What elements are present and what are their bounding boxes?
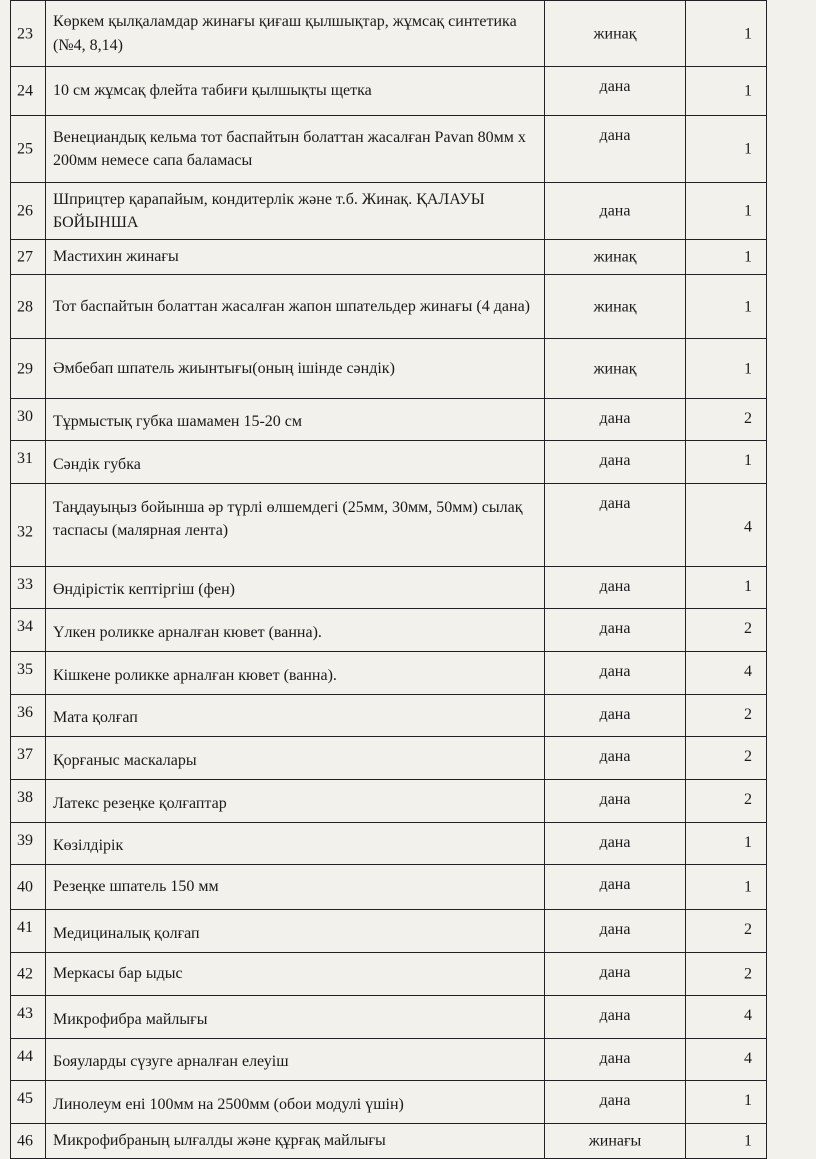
item-name: Тұрмыстық губка шамамен 15-20 см xyxy=(53,412,303,430)
item-name-cell xyxy=(46,183,545,240)
item-name: Латекс резеңке қолғаптар xyxy=(53,794,227,812)
item-name-cell xyxy=(46,399,545,441)
item-unit: дана xyxy=(599,964,631,981)
item-unit: дана xyxy=(599,1092,631,1109)
table-row xyxy=(11,780,767,823)
document-page xyxy=(10,0,762,1159)
item-name-cell xyxy=(46,823,545,865)
table-row xyxy=(11,823,767,865)
row-number: 35 xyxy=(17,661,33,678)
row-number: 32 xyxy=(17,522,33,540)
row-number: 44 xyxy=(17,1048,33,1065)
item-name-cell xyxy=(46,67,545,116)
item-unit: дана xyxy=(599,127,631,144)
item-unit: жинақ xyxy=(593,248,637,266)
item-name-cell xyxy=(46,953,545,996)
row-number-cell xyxy=(11,441,46,484)
unit-cell xyxy=(545,609,686,652)
item-quantity: 1 xyxy=(744,202,752,220)
item-quantity: 1 xyxy=(744,82,752,100)
item-name-cell xyxy=(46,116,545,183)
item-quantity: 2 xyxy=(744,965,752,983)
table-row xyxy=(11,1081,767,1124)
item-name: Әмбебап шпатель жиынтығы(оның ішінде сәндік) xyxy=(53,359,395,377)
item-quantity: 1 xyxy=(744,359,752,377)
item-name-cell xyxy=(46,339,545,399)
item-name: Венециандық кельма тот баспайтын болаттан жасалған Pavan 80мм х 200мм немесе сапа баламасы xyxy=(53,128,526,169)
quantity-cell xyxy=(686,1,767,67)
item-name-cell xyxy=(46,240,545,275)
unit-cell xyxy=(545,399,686,441)
item-quantity: 1 xyxy=(744,1092,752,1109)
quantity-cell xyxy=(686,484,767,567)
item-unit: дана xyxy=(599,495,631,512)
item-unit: дана xyxy=(599,663,631,680)
item-name: Көзілдірік xyxy=(53,836,124,854)
item-name-cell xyxy=(46,695,545,737)
item-name-cell xyxy=(46,567,545,609)
item-unit: дана xyxy=(599,452,631,469)
table-row xyxy=(11,609,767,652)
row-number-cell xyxy=(11,823,46,865)
row-number-cell xyxy=(11,1081,46,1124)
item-quantity: 1 xyxy=(744,834,752,851)
item-name-cell xyxy=(46,737,545,780)
table-row xyxy=(11,399,767,441)
item-unit: дана xyxy=(599,1050,631,1067)
item-name-cell xyxy=(46,910,545,953)
item-name-cell xyxy=(46,609,545,652)
unit-cell xyxy=(545,695,686,737)
unit-cell xyxy=(545,441,686,484)
item-name: Кішкене роликке арналған кювет (ванна). xyxy=(53,666,337,684)
quantity-cell xyxy=(686,865,767,910)
table-row xyxy=(11,441,767,484)
row-number-cell xyxy=(11,567,46,609)
item-quantity: 2 xyxy=(744,921,752,938)
table-row xyxy=(11,737,767,780)
table-row xyxy=(11,275,767,339)
row-number-cell xyxy=(11,1,46,67)
quantity-cell xyxy=(686,737,767,780)
item-unit: дана xyxy=(599,1007,631,1024)
table-row xyxy=(11,996,767,1039)
row-number: 30 xyxy=(17,408,33,425)
item-name: 10 см жұмсақ флейта табиғи қылшықты щетка xyxy=(53,82,372,100)
row-number: 24 xyxy=(17,82,33,100)
row-number: 33 xyxy=(17,576,33,593)
item-name: Шприцтер қарапайым, кондитерлік және т.б. Жинақ. ҚАЛАУЫ БОЙЫНША xyxy=(53,190,485,231)
row-number: 45 xyxy=(17,1090,33,1107)
row-number: 23 xyxy=(17,24,33,42)
item-quantity: 4 xyxy=(744,663,752,680)
quantity-cell xyxy=(686,780,767,823)
item-name-cell xyxy=(46,1124,545,1159)
quantity-cell xyxy=(686,116,767,183)
item-unit: дана xyxy=(599,748,631,765)
unit-cell xyxy=(545,67,686,116)
item-name: Қорғаныс маскалары xyxy=(53,751,197,769)
item-name: Таңдауыңыз бойынша әр түрлі өлшемдегі (25мм, 30мм, 50мм) сылақ таспасы (малярная лента) xyxy=(53,498,523,539)
row-number-cell xyxy=(11,275,46,339)
quantity-cell xyxy=(686,1124,767,1159)
table-row xyxy=(11,567,767,609)
quantity-cell xyxy=(686,652,767,695)
table-row xyxy=(11,1039,767,1081)
item-name: Тот баспайтын болаттан жасалған жапон шпательдер жинағы (4 дана) xyxy=(53,297,530,315)
row-number: 27 xyxy=(17,248,33,266)
row-number: 36 xyxy=(17,704,33,721)
row-number-cell xyxy=(11,652,46,695)
quantity-cell xyxy=(686,1081,767,1124)
unit-cell xyxy=(545,116,686,183)
item-quantity: 1 xyxy=(744,578,752,595)
table-row xyxy=(11,67,767,116)
table-row xyxy=(11,183,767,240)
quantity-cell xyxy=(686,609,767,652)
row-number-cell xyxy=(11,1124,46,1159)
table-row xyxy=(11,116,767,183)
item-name-cell xyxy=(46,484,545,567)
row-number-cell xyxy=(11,1039,46,1081)
table-row xyxy=(11,695,767,737)
unit-cell xyxy=(545,1124,686,1159)
item-unit: дана xyxy=(599,791,631,808)
quantity-cell xyxy=(686,183,767,240)
unit-cell xyxy=(545,865,686,910)
unit-cell xyxy=(545,275,686,339)
item-quantity: 4 xyxy=(744,1050,752,1067)
item-name-cell xyxy=(46,996,545,1039)
item-name-cell xyxy=(46,275,545,339)
quantity-cell xyxy=(686,953,767,996)
unit-cell xyxy=(545,996,686,1039)
item-unit: жинақ xyxy=(593,24,637,42)
item-name-cell xyxy=(46,652,545,695)
unit-cell xyxy=(545,953,686,996)
item-name-cell xyxy=(46,780,545,823)
row-number-cell xyxy=(11,399,46,441)
item-name-cell xyxy=(46,441,545,484)
unit-cell xyxy=(545,339,686,399)
row-number: 43 xyxy=(17,1005,33,1022)
table-row xyxy=(11,240,767,275)
table-row xyxy=(11,484,767,567)
item-quantity: 1 xyxy=(744,140,752,158)
table-row xyxy=(11,910,767,953)
item-unit: дана xyxy=(599,921,631,938)
item-quantity: 1 xyxy=(744,297,752,315)
item-name: Көркем қылқаламдар жинағы қиғаш қылшықтар, жұмсақ синтетика (№4, 8,14) xyxy=(53,13,517,54)
row-number: 31 xyxy=(17,450,33,467)
item-name: Медициналық қолғап xyxy=(53,924,200,942)
row-number-cell xyxy=(11,865,46,910)
item-unit: дана xyxy=(599,706,631,723)
table-row xyxy=(11,1124,767,1159)
row-number-cell xyxy=(11,953,46,996)
item-name: Өндірістік кептіргіш (фен) xyxy=(53,580,235,598)
item-unit: дана xyxy=(599,876,631,893)
unit-cell xyxy=(545,240,686,275)
item-name: Мата қолғап xyxy=(53,708,138,726)
row-number-cell xyxy=(11,183,46,240)
row-number: 34 xyxy=(17,618,33,635)
unit-cell xyxy=(545,1,686,67)
item-name: Резеңке шпатель 150 мм xyxy=(53,878,219,896)
item-unit: дана xyxy=(599,78,631,95)
row-number: 37 xyxy=(17,746,33,763)
item-name: Сәндік губка xyxy=(53,455,141,473)
quantity-cell xyxy=(686,275,767,339)
item-quantity: 2 xyxy=(744,620,752,637)
item-name-cell xyxy=(46,1039,545,1081)
item-unit: жинақ xyxy=(593,297,637,315)
item-quantity: 1 xyxy=(744,248,752,266)
item-name-cell xyxy=(46,1081,545,1124)
item-unit: жинағы xyxy=(588,1132,642,1150)
item-unit: дана xyxy=(599,202,631,220)
item-quantity: 1 xyxy=(744,24,752,42)
item-name-cell xyxy=(46,865,545,910)
row-number: 46 xyxy=(17,1132,33,1150)
row-number-cell xyxy=(11,240,46,275)
row-number-cell xyxy=(11,116,46,183)
row-number-cell xyxy=(11,737,46,780)
item-quantity: 2 xyxy=(744,410,752,427)
row-number: 29 xyxy=(17,359,33,377)
item-quantity: 4 xyxy=(744,518,752,536)
item-name: Мастихин жинағы xyxy=(53,248,179,266)
row-number: 38 xyxy=(17,789,33,806)
row-number: 41 xyxy=(17,919,33,936)
item-unit: дана xyxy=(599,410,631,427)
item-quantity: 1 xyxy=(744,1132,752,1150)
row-number-cell xyxy=(11,695,46,737)
table-row xyxy=(11,339,767,399)
row-number-cell xyxy=(11,910,46,953)
quantity-cell xyxy=(686,399,767,441)
quantity-cell xyxy=(686,823,767,865)
item-unit: дана xyxy=(599,578,631,595)
quantity-cell xyxy=(686,567,767,609)
item-quantity: 2 xyxy=(744,748,752,765)
item-name-cell xyxy=(46,1,545,67)
item-quantity: 2 xyxy=(744,706,752,723)
quantity-cell xyxy=(686,1039,767,1081)
unit-cell xyxy=(545,484,686,567)
item-unit: жинақ xyxy=(593,359,637,377)
row-number: 40 xyxy=(17,878,33,896)
row-number: 39 xyxy=(17,832,33,849)
unit-cell xyxy=(545,1081,686,1124)
quantity-cell xyxy=(686,67,767,116)
item-name: Меркасы бар ыдыс xyxy=(53,965,183,983)
item-unit: дана xyxy=(599,620,631,637)
unit-cell xyxy=(545,652,686,695)
unit-cell xyxy=(545,910,686,953)
item-unit: дана xyxy=(599,834,631,851)
row-number: 26 xyxy=(17,202,33,220)
unit-cell xyxy=(545,1039,686,1081)
quantity-cell xyxy=(686,695,767,737)
item-quantity: 2 xyxy=(744,791,752,808)
row-number-cell xyxy=(11,339,46,399)
quantity-cell xyxy=(686,339,767,399)
table-row xyxy=(11,865,767,910)
table-row xyxy=(11,953,767,996)
row-number-cell xyxy=(11,484,46,567)
row-number-cell xyxy=(11,609,46,652)
row-number: 42 xyxy=(17,965,33,983)
table-row xyxy=(11,652,767,695)
row-number: 28 xyxy=(17,297,33,315)
unit-cell xyxy=(545,567,686,609)
unit-cell xyxy=(545,780,686,823)
item-name: Линолеум ені 100мм на 2500мм (обои модулі үшін) xyxy=(53,1095,404,1113)
unit-cell xyxy=(545,737,686,780)
quantity-cell xyxy=(686,910,767,953)
quantity-cell xyxy=(686,996,767,1039)
unit-cell xyxy=(545,823,686,865)
item-quantity: 4 xyxy=(744,1007,752,1024)
quantity-cell xyxy=(686,240,767,275)
items-table xyxy=(10,0,767,1159)
row-number-cell xyxy=(11,780,46,823)
item-name: Микрофибра майлығы xyxy=(53,1010,208,1028)
unit-cell xyxy=(545,183,686,240)
table-row xyxy=(11,1,767,67)
row-number-cell xyxy=(11,996,46,1039)
row-number-cell xyxy=(11,67,46,116)
quantity-cell xyxy=(686,441,767,484)
item-quantity: 1 xyxy=(744,878,752,896)
row-number: 25 xyxy=(17,140,33,158)
item-name: Үлкен роликке арналған кювет (ванна). xyxy=(53,623,322,641)
item-name: Микрофибраның ылғалды және құрғақ майлығы xyxy=(53,1132,386,1150)
item-name: Бояуларды сүзуге арналған елеуіш xyxy=(53,1052,289,1070)
item-quantity: 1 xyxy=(744,452,752,469)
